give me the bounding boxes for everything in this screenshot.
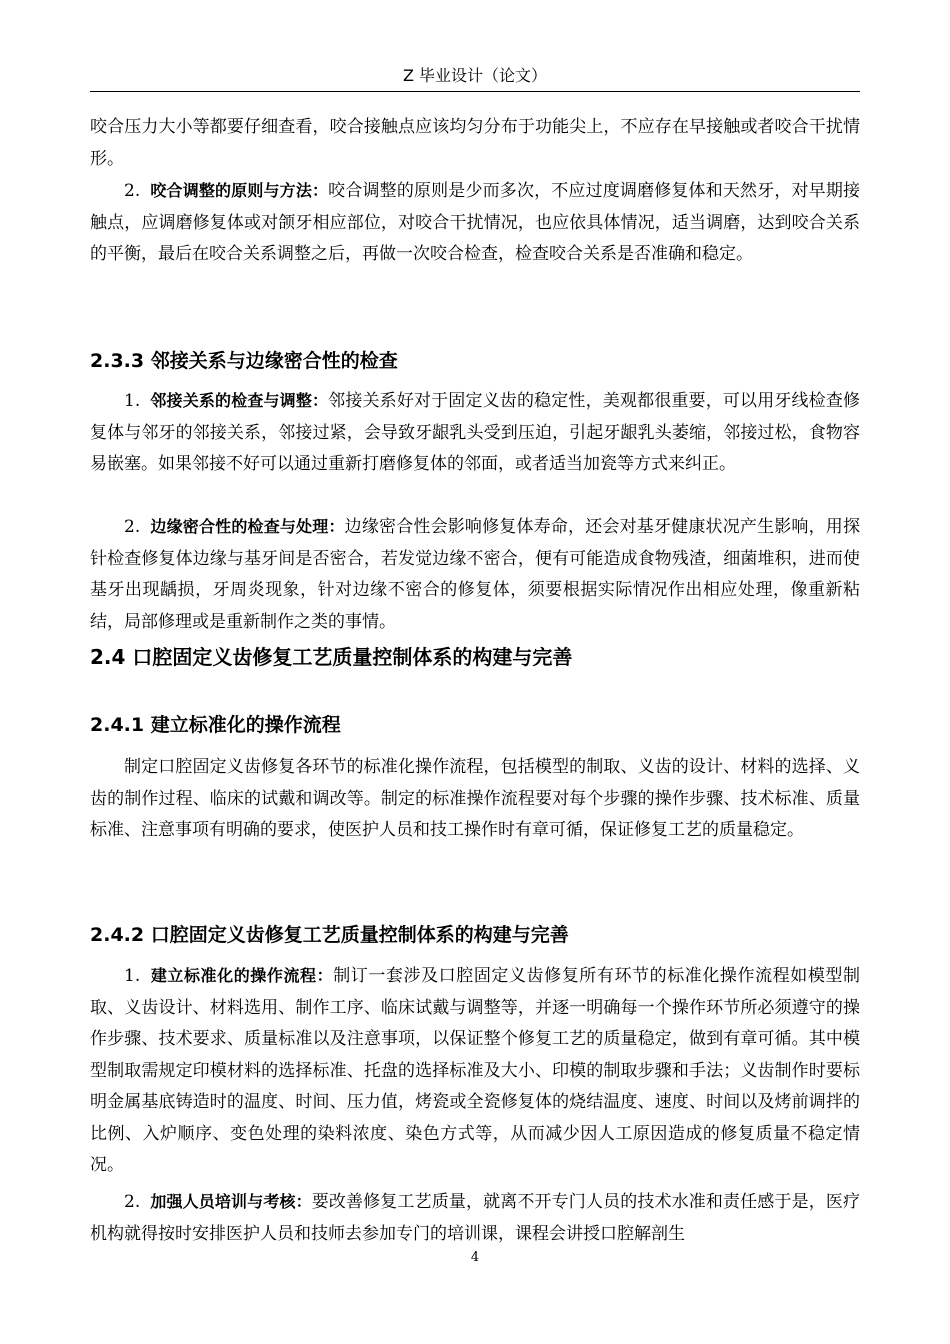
paragraph-occlusion-adjust — [90, 175, 860, 271]
page-number: 4 — [470, 1250, 480, 1265]
paragraph-margin-fit — [90, 511, 860, 638]
section-heading-2-4-1: 2.4.1 建立标准化的操作流程 — [90, 714, 341, 736]
paragraph-label: 加强人员培训与考核： — [150, 1192, 312, 1211]
paragraph-build-standard — [90, 960, 860, 1182]
paragraph-occlusion-check: 咬合压力大小等都要仔细查看，咬合接触点应该均匀分布于功能尖上，不应存在早接触或者咬合干扰情形。 — [90, 117, 860, 169]
paragraph-standard-process: 制定口腔固定义齿修复各环节的标准化操作流程，包括模型的制取、义齿的设计、材料的选择、义齿的制作过程、临床的试戴和调改等。制定的标准操作流程要对每个步骤的操作步骤、技术标准、质量标准、注意事项有明确的要求，使医护人员和技工操作时有章可循，保证修复工艺的质量稳定。 — [90, 757, 860, 840]
list-number: 1. — [124, 966, 141, 986]
paragraph-text: 制订一套涉及口腔固定义齿修复所有环节的标准化操作流程如模型制取、义齿设计、材料选用、制作工序、临床试戴与调整等，并逐一明确每一个操作环节所必须遵守的操作步骤、技术要求、质量标准以及注意事项，以保证整个修复工艺的质量稳定，做到有章可循。其中模型制取需规定印模材料的选择标准、托盘的选择标准及大小、印模的制取步骤和手法；义齿制作时要标明金属基底铸造时的温度、时间、压力值，烤瓷或全瓷修复体的烧结温度、速度、时间以及烤前调拌的比例、入炉顺序、变色处理的染料浓度、染色方式等，从而减少因人工原因造成的修复质量不稳定情况。 — [90, 966, 860, 1175]
paragraph-label: 建立标准化的操作流程： — [150, 966, 334, 985]
section-heading-2-3-3: 2.3.3 邻接关系与边缘密合性的检查 — [90, 350, 398, 372]
paragraph-text: 邻接关系好对于固定义齿的稳定性，美观都很重要，可以用牙线检查修复体与邻牙的邻接关系，邻接过紧，会导致牙龈乳头受到压迫，引起牙龈乳头萎缩，邻接过松，食物容易嵌塞。如果邻接不好可以通过重新打磨修复体的邻面，或者适当加瓷等方式来纠正。 — [90, 391, 860, 474]
header-rule — [90, 91, 860, 92]
paragraph-text: 要改善修复工艺质量，就离不开专门人员的技术水准和责任感于是，医疗机构就得按时安排医护人员和技师去参加专门的培训课，课程会讲授口腔解剖生 — [90, 1192, 860, 1244]
section-heading-2-4: 2.4 口腔固定义齿修复工艺质量控制体系的构建与完善 — [90, 645, 573, 669]
paragraph-training — [90, 1186, 860, 1250]
paragraph-label: 邻接关系的检查与调整： — [150, 391, 329, 410]
paragraph-text: 咬合调整的原则是少而多次，不应过度调磨修复体和天然牙，对早期接触点，应调磨修复体或对颌牙相应部位，对咬合干扰情况，也应依具体情况，适当调磨，达到咬合关系的平衡，最后在咬合关系调整之后，再做一次咬合检查，检查咬合关系是否准确和稳定。 — [90, 181, 860, 264]
section-heading-2-4-2: 2.4.2 口腔固定义齿修复工艺质量控制体系的构建与完善 — [90, 924, 569, 946]
page-header: Z 毕业设计（论文） — [402, 66, 548, 85]
list-number: 2. — [124, 181, 141, 201]
paragraph-label: 咬合调整的原则与方法： — [150, 181, 329, 200]
list-number: 2. — [124, 517, 141, 537]
paragraph-text: 边缘密合性会影响修复体寿命，还会对基牙健康状况产生影响，用探针检查修复体边缘与基牙间是否密合，若发觉边缘不密合，便有可能造成食物残渣，细菌堆积，进而使基牙出现龋损，牙周炎现象，针对边缘不密合的修复体，须要根据实际情况作出相应处理，像重新粘结，局部修理或是重新制作之类的事情。 — [90, 517, 860, 632]
list-number: 1. — [124, 391, 141, 411]
paragraph-adjacency-check — [90, 385, 860, 481]
paragraph-label: 边缘密合性的检查与处理： — [150, 517, 345, 536]
list-number: 2. — [124, 1192, 141, 1212]
